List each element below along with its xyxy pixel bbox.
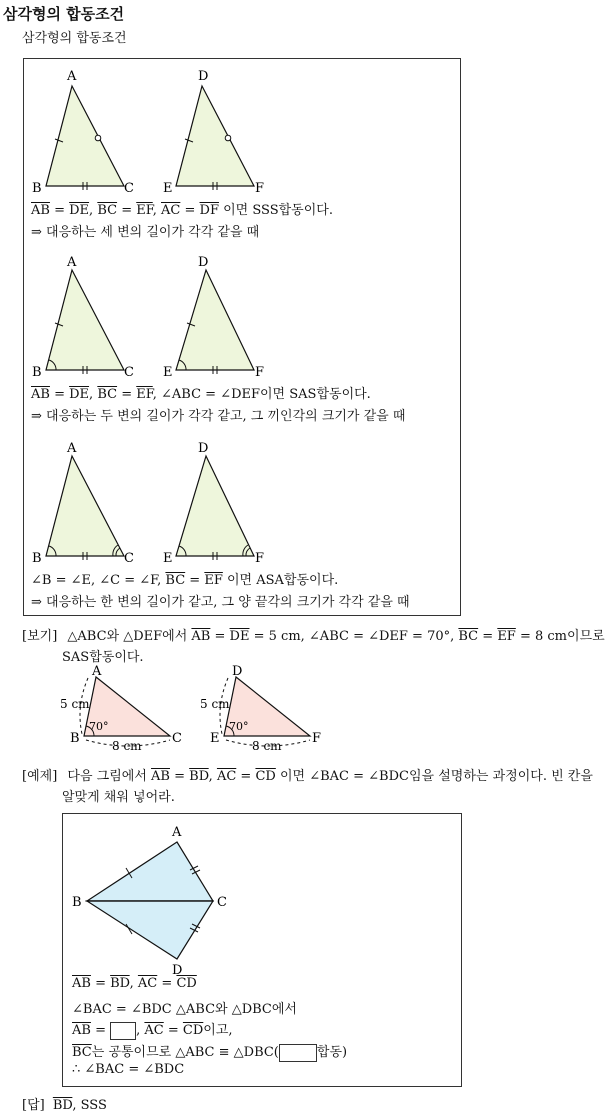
example-figure bbox=[0, 660, 581, 755]
sas-condition-line: $\overline{AB} = \overline{DE}$, $\overline{BC} = \overline{EF}$, ∠ABC = ∠DEF이면 SAS합동이다. bbox=[31, 387, 371, 402]
svg-text:C: C bbox=[124, 365, 134, 380]
sas-description: ⇒ 대응하는 두 변의 길이가 각각 같고, 그 끼인각의 크기가 같을 때 bbox=[31, 409, 406, 424]
mark-df bbox=[225, 135, 231, 141]
svg-text:B: B bbox=[72, 895, 82, 910]
page-title: 삼각형의 합동조건 bbox=[3, 5, 125, 23]
example-line-2: SAS합동이다. bbox=[62, 650, 144, 665]
problem-figure bbox=[0, 820, 581, 978]
svg-text:D: D bbox=[172, 963, 183, 978]
svg-text:D: D bbox=[198, 441, 209, 456]
label-b: B bbox=[32, 181, 42, 196]
proof-line-3: $\overline{AB}$ = , $\overline{AC} = \overline{CD}$이고, bbox=[72, 1023, 233, 1038]
svg-text:D: D bbox=[198, 255, 209, 270]
label-e: E bbox=[163, 181, 173, 196]
asa-condition-line: ∠B = ∠E, ∠C = ∠F, $\overline{BC} = \overline{EF}$ 이면 ASA합동이다. bbox=[31, 573, 339, 588]
sss-description: ⇒ 대응하는 세 변의 길이가 각각 같을 때 bbox=[31, 225, 260, 240]
triangle-abc-sas bbox=[46, 270, 124, 370]
svg-text:B: B bbox=[32, 365, 42, 380]
example-line-1: [보기] △ABC와 △DEF에서 $\overline{AB} = \overline{DE} = 5$ cm, ∠ABC = ∠DEF = 70°, $\overline{BC} = \overline{EF} = 8$ cm이므로 bbox=[22, 629, 605, 644]
label-c: C bbox=[124, 181, 134, 196]
triangle-abc bbox=[46, 86, 124, 186]
svg-text:5 cm: 5 cm bbox=[60, 697, 90, 711]
proof-line-4: $\overline{BC}$는 공통이므로 △ABC ≡ △DBC( 합동) bbox=[72, 1045, 348, 1060]
triangle-def-asa bbox=[176, 456, 254, 556]
label-d: D bbox=[198, 69, 209, 84]
proof-line-2: ∠BAC = ∠BDC △ABC와 △DBC에서 bbox=[72, 1002, 297, 1017]
svg-text:8 cm: 8 cm bbox=[252, 739, 282, 753]
mark-ac bbox=[95, 135, 101, 141]
svg-text:D: D bbox=[232, 664, 243, 679]
svg-text:E: E bbox=[163, 551, 173, 566]
svg-text:A: A bbox=[67, 255, 77, 270]
label-a: A bbox=[67, 69, 77, 84]
problem-line-1: [예제] 다음 그림에서 $\overline{AB} = \overline{BD}$, $\overline{AC} = \overline{CD}$ 이면 ∠BAC = ∠BDC임을 설명하는 과정이다. 빈 칸을 bbox=[22, 769, 593, 784]
triangle-abc-asa bbox=[46, 456, 124, 556]
section-subtitle: 삼각형의 합동조건 bbox=[22, 31, 127, 46]
svg-text:F: F bbox=[255, 551, 265, 566]
svg-text:C: C bbox=[124, 551, 134, 566]
answer-blank-1[interactable] bbox=[110, 1022, 136, 1040]
triangle-def bbox=[176, 86, 254, 186]
svg-text:70°: 70° bbox=[229, 720, 249, 733]
svg-text:B: B bbox=[32, 551, 42, 566]
svg-text:B: B bbox=[70, 731, 80, 746]
sss-condition-line: $\overline{AB} = \overline{DE}$, $\overline{BC} = \overline{EF}$, $\overline{AC} = \overline{DF}$ 이면 SSS합동이다. bbox=[31, 203, 333, 218]
answer-line: [답] $\overline{BD}$, SSS bbox=[22, 1098, 107, 1113]
svg-text:E: E bbox=[210, 731, 220, 746]
svg-text:8 cm: 8 cm bbox=[112, 739, 142, 753]
asa-description: ⇒ 대응하는 한 변의 길이가 같고, 그 양 끝각의 크기가 각각 같을 때 bbox=[31, 595, 410, 610]
svg-text:70°: 70° bbox=[89, 720, 109, 733]
svg-text:5 cm: 5 cm bbox=[200, 697, 230, 711]
proof-line-1: $\overline{AB} = \overline{BD}$, $\overline{AC} = \overline{CD}$ bbox=[72, 976, 197, 991]
svg-text:A: A bbox=[67, 441, 77, 456]
svg-text:F: F bbox=[255, 365, 265, 380]
label-f: F bbox=[255, 181, 265, 196]
svg-text:A: A bbox=[172, 825, 182, 840]
svg-text:A: A bbox=[92, 664, 102, 679]
svg-text:C: C bbox=[172, 731, 182, 746]
answer-blank-2[interactable] bbox=[279, 1044, 317, 1062]
problem-line-2: 알맞게 채워 넣어라. bbox=[62, 790, 175, 805]
svg-text:F: F bbox=[312, 731, 322, 746]
svg-text:E: E bbox=[163, 365, 173, 380]
svg-text:C: C bbox=[217, 895, 227, 910]
proof-line-5: ∴ ∠BAC = ∠BDC bbox=[72, 1062, 185, 1077]
triangle-def-sas bbox=[176, 270, 254, 370]
